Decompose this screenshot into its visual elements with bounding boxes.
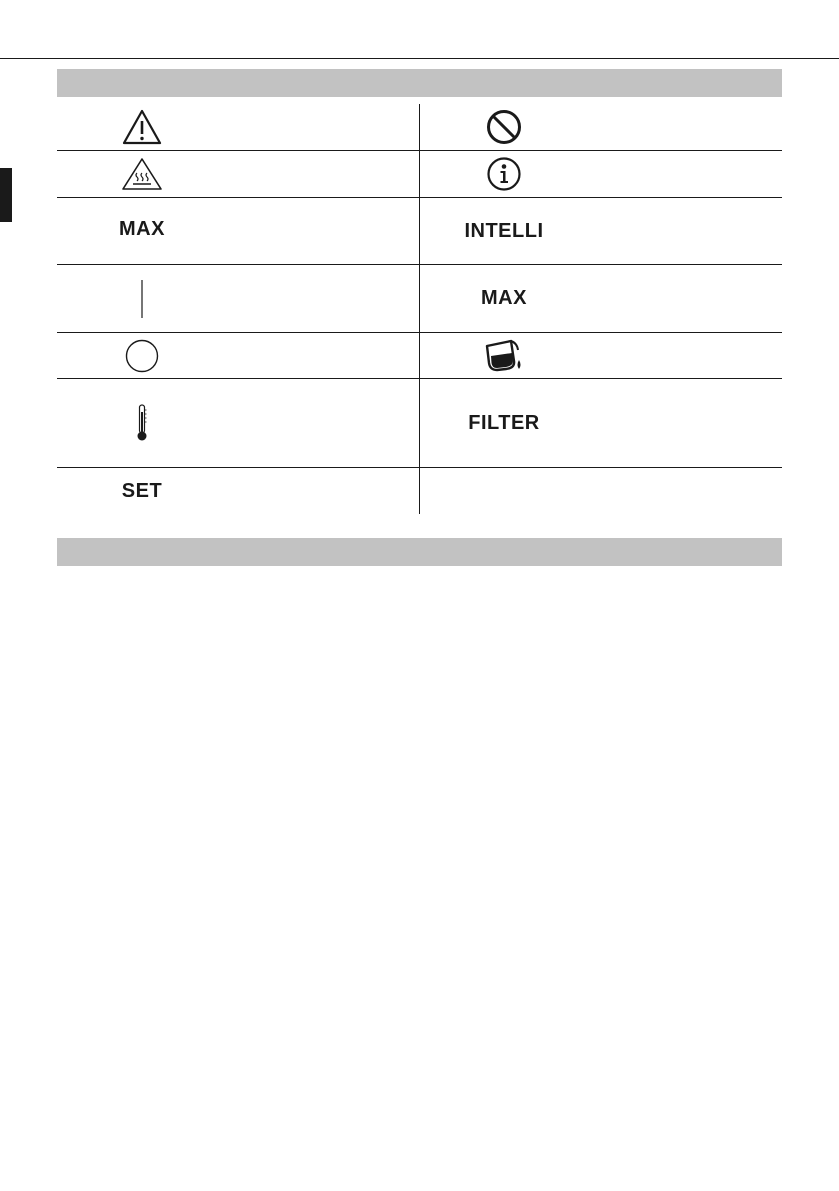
table-row bbox=[57, 333, 782, 379]
table-cell bbox=[419, 379, 589, 467]
table-cell bbox=[57, 468, 227, 514]
table-cell bbox=[419, 265, 589, 332]
section-edge-tab bbox=[0, 168, 12, 222]
empty-circle-icon bbox=[125, 339, 159, 373]
table-row bbox=[57, 265, 782, 333]
table-row bbox=[57, 104, 782, 151]
table-cell bbox=[57, 198, 227, 264]
filter-label: FILTER bbox=[468, 411, 540, 434]
information-icon bbox=[486, 156, 522, 192]
max-label: MAX bbox=[119, 218, 165, 240]
prohibition-icon bbox=[486, 109, 522, 145]
table-cell bbox=[57, 379, 227, 467]
table-row bbox=[57, 468, 782, 514]
section-header-band bbox=[57, 538, 782, 566]
hot-surface-icon bbox=[121, 157, 163, 191]
pouring-cup-icon bbox=[484, 338, 524, 374]
symbols-table bbox=[57, 104, 782, 514]
table-row bbox=[57, 151, 782, 198]
table-cell bbox=[419, 198, 589, 264]
table-row bbox=[57, 379, 782, 468]
thermometer-icon bbox=[135, 404, 149, 442]
warning-triangle-icon bbox=[122, 109, 162, 145]
max-label: MAX bbox=[481, 287, 527, 309]
table-cell bbox=[57, 104, 227, 150]
top-rule bbox=[0, 58, 839, 59]
section-header-band bbox=[57, 69, 782, 97]
vertical-bar-icon bbox=[140, 280, 144, 318]
table-cell bbox=[419, 468, 589, 514]
set-label: SET bbox=[121, 479, 163, 502]
table-cell bbox=[419, 151, 589, 197]
table-cell bbox=[419, 333, 589, 378]
table-cell bbox=[419, 104, 589, 150]
table-cell bbox=[57, 333, 227, 378]
table-cell bbox=[57, 151, 227, 197]
intelli-label: INTELLI bbox=[464, 220, 544, 242]
table-row bbox=[57, 198, 782, 265]
table-cell bbox=[57, 265, 227, 332]
